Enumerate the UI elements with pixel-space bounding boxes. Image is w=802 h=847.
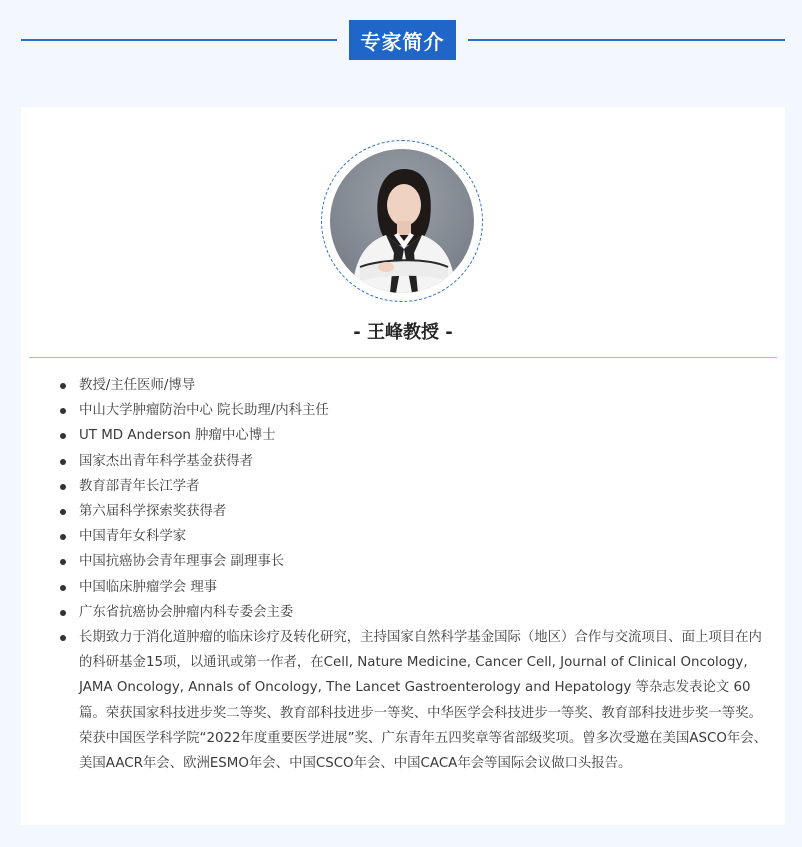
bio-item: 第六届科学探索奖获得者 — [57, 499, 769, 524]
bio-item: 中国临床肿瘤学会 理事 — [57, 575, 769, 600]
bio-item: 中国青年女科学家 — [57, 524, 769, 549]
expert-card — [21, 107, 785, 825]
bio-item: UT MD Anderson 肿瘤中心博士 — [57, 423, 769, 448]
bio-item: 教育部青年长江学者 — [57, 474, 769, 499]
header-line-left — [21, 39, 337, 41]
bio-item: 长期致力于消化道肿瘤的临床诊疗及转化研究，主持国家自然科学基金国际（地区）合作与交流项目、面上项目在内的科研基金15项，以通讯或第一作者，在Cell, Nature Medicine, Cancer Cell, Journal of Clinical Oncology, JAMA Oncology, Annals of Oncology, The Lancet Gastroenterology and Hepatology 等杂志发表论文 60 篇。荣获国家科技进步奖二等奖、教育部科技进步一等奖、中华医学会科技进步一等奖、教育部科技进步奖一等奖。荣获中国医学科学院“2022年度重要医学进展”奖、广东青年五四奖章等省部级奖项。曾多次受邀在美国ASCO年会、美国AACR年会、欧洲ESMO年会、中国CSCO年会、中国CACA年会等国际会议做口头报告。 — [57, 625, 769, 776]
expert-name: - 王峰教授 - — [353, 322, 453, 343]
expert-photo — [330, 149, 474, 293]
bio-item: 广东省抗癌协会肿瘤内科专委会主委 — [57, 600, 769, 625]
section-title: 专家简介 — [349, 20, 456, 60]
portrait-illustration — [330, 149, 474, 293]
bio-item: 国家杰出青年科学基金获得者 — [57, 449, 769, 474]
bio-item: 中国抗癌协会青年理事会 副理事长 — [57, 549, 769, 574]
section-header — [0, 0, 802, 80]
avatar-ring — [321, 140, 483, 302]
bio-item: 教授/主任医师/博导 — [57, 373, 769, 398]
header-line-right — [468, 39, 785, 41]
bio-item: 中山大学肿瘤防治中心 院长助理/内科主任 — [57, 398, 769, 423]
bio-list — [57, 373, 769, 776]
divider — [29, 357, 777, 358]
